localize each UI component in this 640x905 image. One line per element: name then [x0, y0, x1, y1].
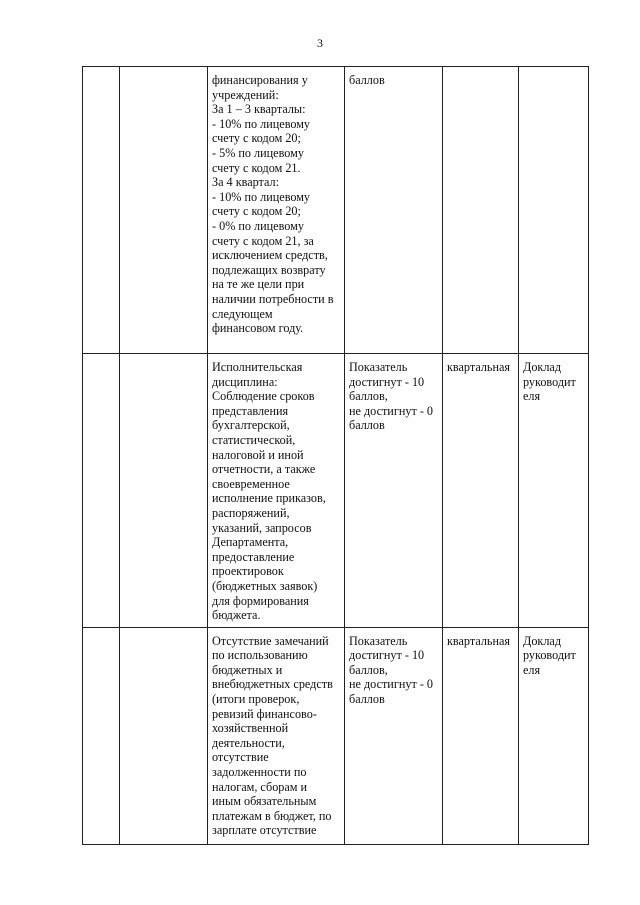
text-line: - 0% по лицевому: [212, 218, 304, 233]
text-line: ревизий финансово-: [212, 706, 317, 721]
text-line: наличии потребности в: [212, 291, 334, 306]
text-line: руководит: [523, 648, 576, 663]
criterion-cell: [208, 67, 345, 354]
text-line: финансирования у: [212, 73, 308, 87]
text-line: Отсутствие замечаний: [212, 633, 329, 648]
number-cell: [83, 67, 120, 354]
score-cell: [345, 627, 443, 844]
indicator-cell: [120, 627, 208, 844]
text-line: За 1 – 3 кварталы:: [212, 102, 306, 117]
text-line: (итоги проверок,: [212, 692, 300, 707]
text-line: еля: [523, 662, 541, 677]
text-line: предоставление: [212, 549, 295, 564]
score-cell: [345, 354, 443, 628]
table-row: [83, 67, 589, 354]
text-line: статистической,: [212, 432, 296, 447]
text-line: зарплате отсутствие: [212, 823, 317, 838]
text-line: для формирования: [212, 593, 309, 608]
text-line: счету с кодом 20;: [212, 204, 301, 219]
report-cell: [519, 627, 589, 844]
text-line: достигнут - 10: [349, 648, 425, 663]
text-line: (бюджетных заявок): [212, 578, 318, 593]
text-line: Показатель: [349, 360, 408, 374]
page-number: 3: [317, 36, 323, 50]
text-line: отчетности, а также: [212, 462, 316, 477]
text-line: финансовом году.: [212, 321, 304, 336]
text-line: Соблюдение сроков: [212, 389, 315, 404]
text-line: исполнение приказов,: [212, 491, 326, 506]
text-line: еля: [523, 389, 541, 404]
text-line: счету с кодом 21, за: [212, 233, 314, 248]
text-line: - 10% по лицевому: [212, 189, 311, 204]
text-line: баллов: [349, 73, 385, 87]
text-line: распоряжений,: [212, 505, 290, 520]
text-line: хозяйственной: [212, 721, 289, 736]
text-line: не достигнут - 0: [349, 677, 434, 692]
text-line: подлежащих возврату: [212, 262, 326, 277]
text-line: - 5% по лицевому: [212, 145, 304, 160]
text-line: Доклад: [523, 633, 562, 648]
text-line: проектировок: [212, 564, 284, 579]
period-cell: квартальная: [443, 627, 519, 844]
text-line: За 4 квартал:: [212, 175, 280, 190]
text-line: следующем: [212, 306, 273, 321]
number-cell: [83, 354, 120, 628]
period-cell: [443, 67, 519, 354]
table-row: [83, 627, 589, 844]
indicator-cell: [120, 67, 208, 354]
text-line: баллов: [349, 418, 385, 433]
table-row: [83, 354, 589, 628]
text-line: дисциплина:: [212, 374, 278, 389]
text-line: Исполнительская: [212, 360, 303, 374]
text-line: платежам в бюджет, по: [212, 808, 332, 823]
text-line: счету с кодом 20;: [212, 131, 301, 146]
text-line: внебюджетных средств: [212, 677, 333, 692]
text-line: Показатель: [349, 633, 408, 648]
report-cell: [519, 67, 589, 354]
text-line: налогам, сборам и: [212, 779, 308, 794]
text-line: деятельности,: [212, 735, 285, 750]
text-line: указаний, запросов: [212, 520, 312, 535]
text-line: - 10% по лицевому: [212, 116, 311, 131]
text-line: налоговой и иной: [212, 447, 304, 462]
text-line: руководит: [523, 374, 576, 389]
score-cell: [345, 67, 443, 354]
text-line: отсутствие: [212, 750, 269, 765]
report-cell: [519, 354, 589, 628]
text-line: исключением средств,: [212, 248, 328, 263]
text-line: баллов: [349, 692, 385, 707]
text-line: баллов,: [349, 389, 388, 404]
text-line: достигнут - 10: [349, 374, 425, 389]
text-line: Департамента,: [212, 535, 289, 550]
text-line: представления: [212, 403, 289, 418]
text-line: учреждений:: [212, 87, 279, 102]
text-line: бюджетных и: [212, 662, 283, 677]
period-cell: квартальная: [443, 354, 519, 628]
indicator-cell: [120, 354, 208, 628]
text-line: счету с кодом 21.: [212, 160, 301, 175]
number-cell: [83, 627, 120, 844]
text-line: своевременное: [212, 476, 290, 491]
text-line: бухгалтерской,: [212, 418, 290, 433]
criterion-cell: [208, 627, 345, 844]
text-line: иным обязательным: [212, 794, 317, 809]
text-line: бюджета.: [212, 608, 261, 623]
text-line: на те же цели при: [212, 277, 305, 292]
text-line: не достигнут - 0: [349, 403, 434, 418]
criterion-cell: [208, 354, 345, 628]
text-line: Доклад: [523, 360, 562, 374]
text-line: баллов,: [349, 662, 388, 677]
criteria-table: [82, 66, 589, 845]
text-line: задолженности по: [212, 765, 307, 780]
text-line: по использованию: [212, 648, 308, 663]
